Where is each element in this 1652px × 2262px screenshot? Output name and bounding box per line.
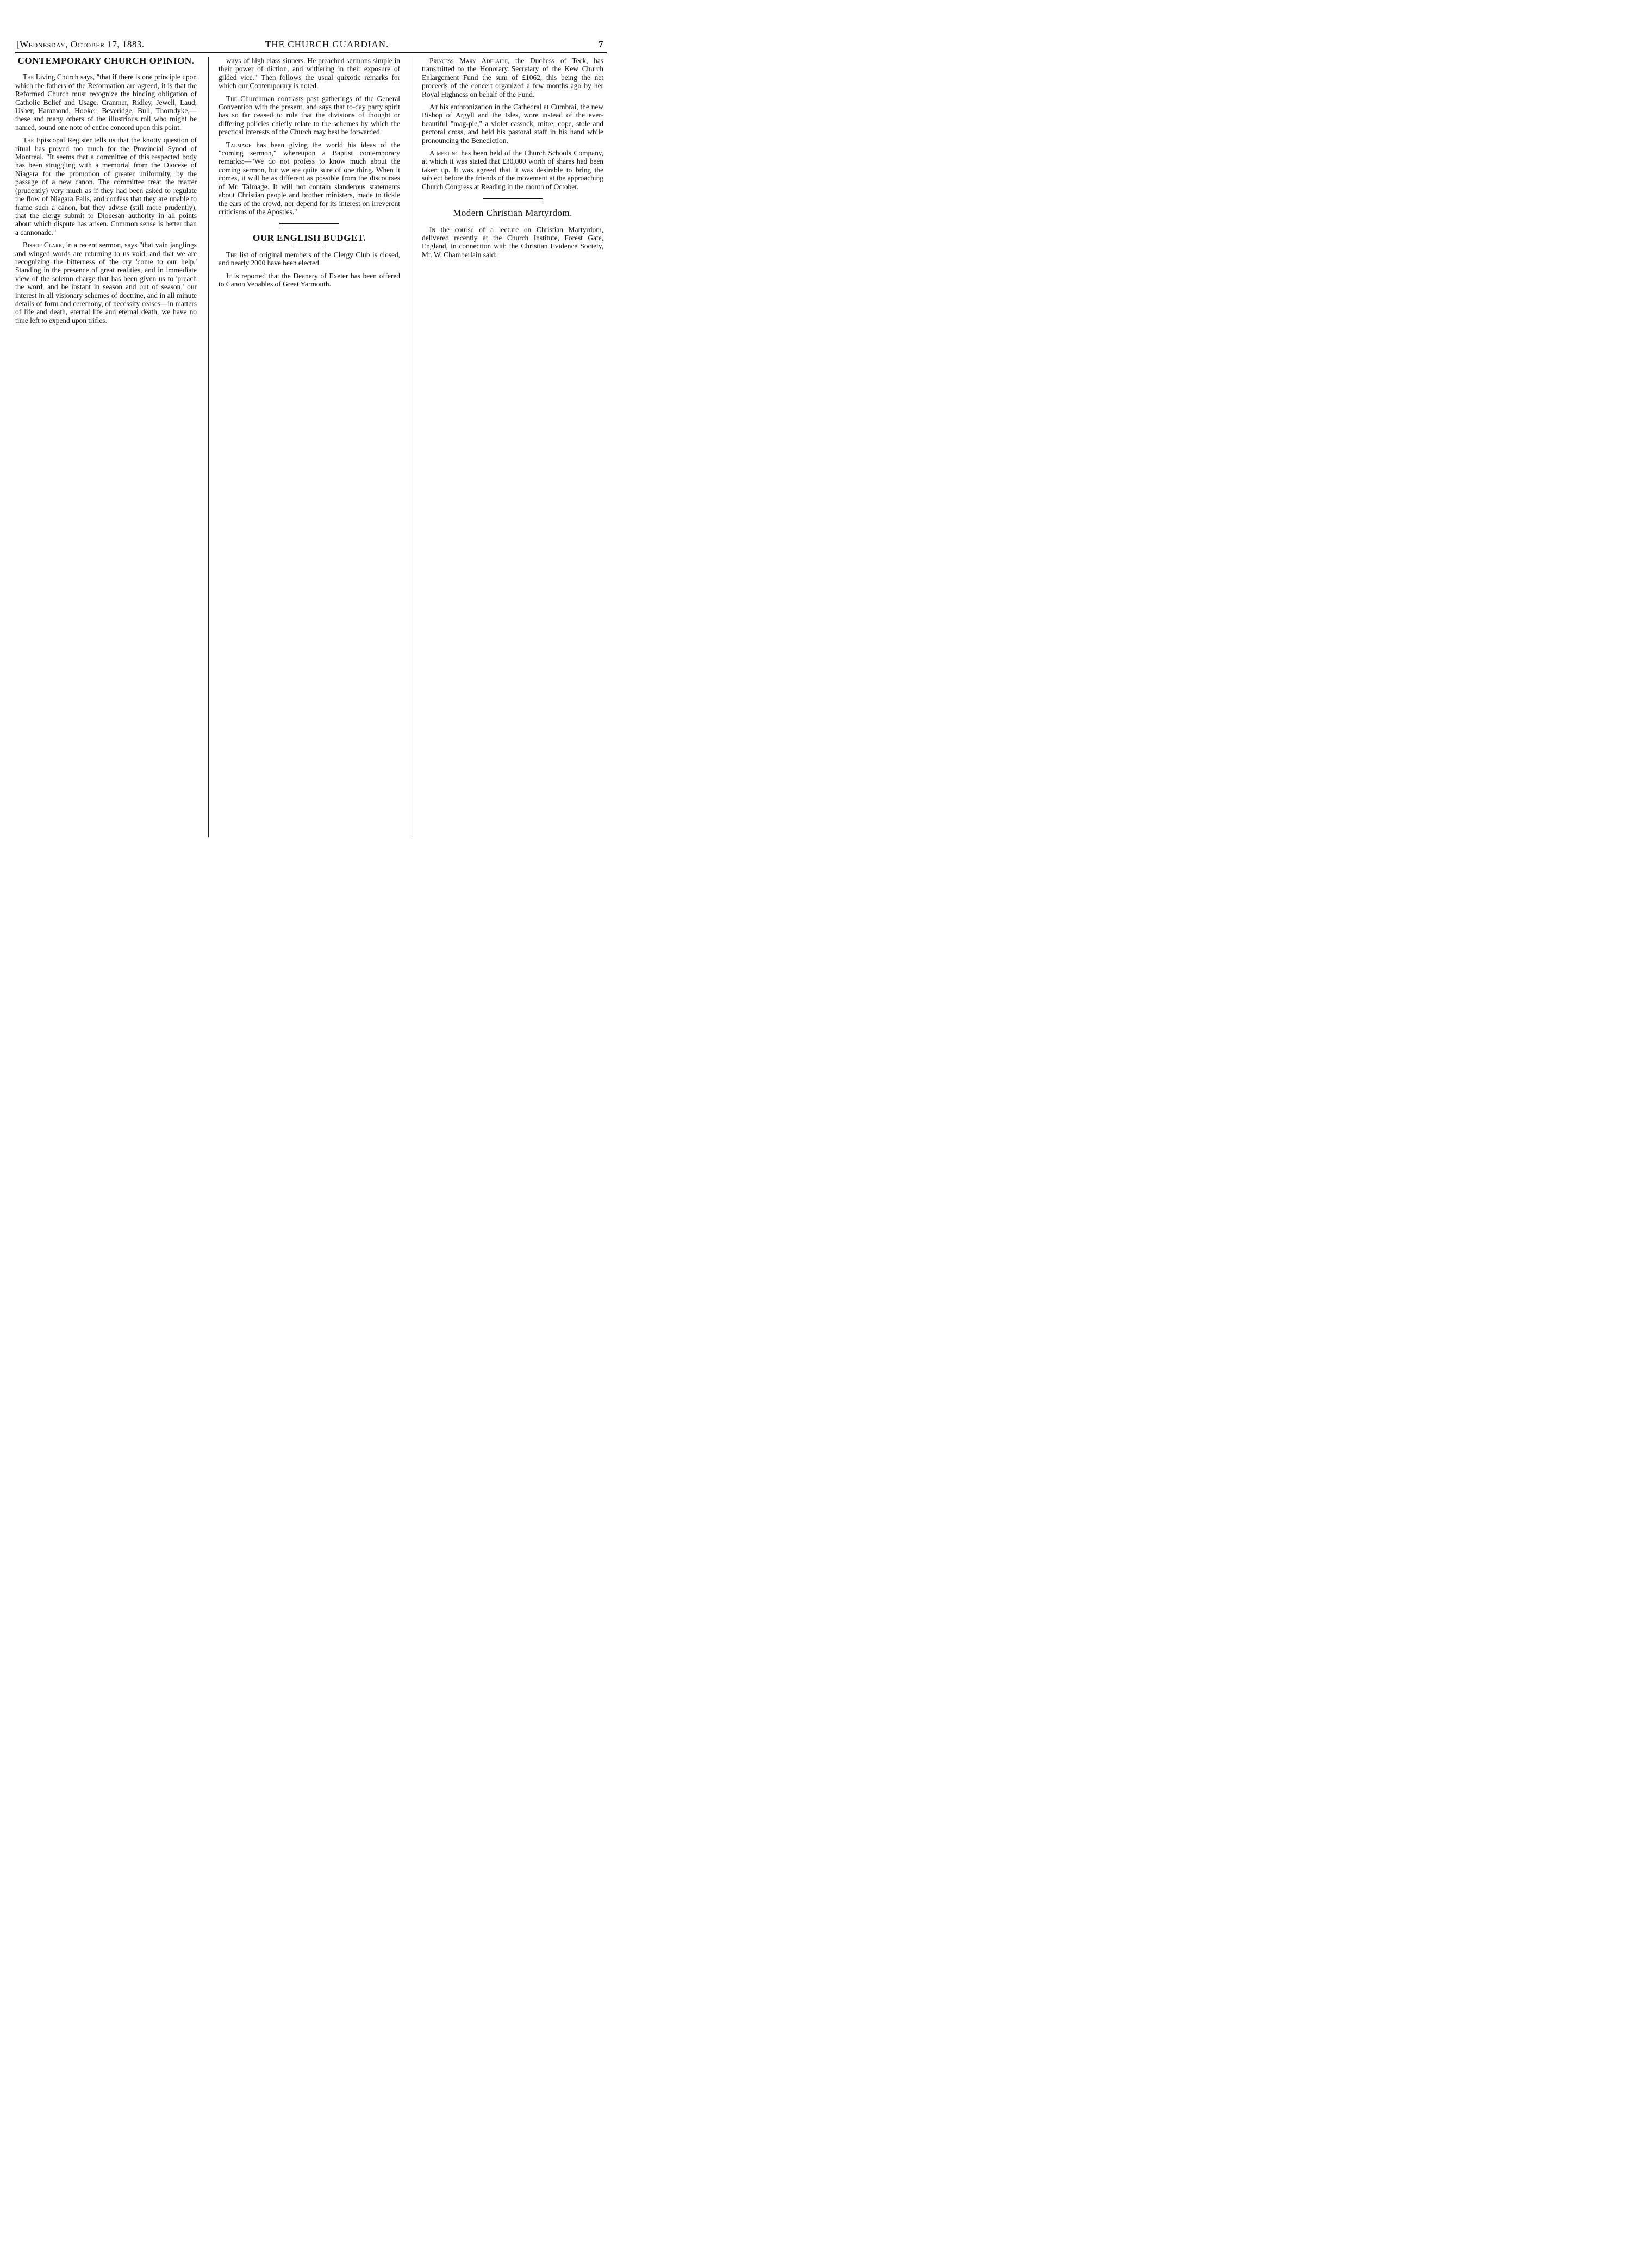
newspaper-title: THE CHURCH GUARDIAN.	[265, 39, 389, 49]
column-3	[422, 57, 603, 840]
column-1	[15, 57, 197, 840]
article-paragraph	[219, 57, 400, 90]
article-paragraph	[422, 149, 603, 191]
article-paragraph	[15, 136, 197, 236]
article-paragraph	[219, 95, 400, 136]
page-number: 7	[599, 39, 603, 49]
paragraph-lead: A meeting	[429, 149, 459, 158]
masthead	[15, 36, 607, 53]
article-paragraph	[15, 241, 197, 325]
paragraph-text: ways of high class sinners. He preached sermons simple in their power of diction, and withering in their exposure of gilded vice." Then follows the usual quixotic remarks for which our Contemporary is noted.	[219, 57, 400, 90]
section-heading: Modern Christian Martyrdom.	[453, 208, 572, 219]
paragraph-lead: Princess Mary Adelaide,	[429, 57, 510, 65]
article-paragraph	[422, 57, 603, 98]
section-heading: CONTEMPORARY CHURCH OPINION.	[17, 57, 195, 66]
newspaper-page	[15, 36, 607, 840]
paragraph-text: Episcopal Register tells us that the knotty question of ritual has proved too much for the Provincial Synod of Montreal. "It seems that a committee of this respected body has been struggling with a memorial from the Diocese of Niagara for the promotion of greater uniformity, by the passage of a new canon. The committee treat the matter (prudently) very much as if they had been asked to regulate the flow of Niagara Falls, and confess that they are unable to frame such a canon, but they advise (still more prudently), that the clergy submit to Diocesan authority in all points about which dispute has arisen. Common sense is better than a cannonade."	[15, 136, 197, 236]
section-heading: OUR ENGLISH BUDGET.	[252, 233, 366, 244]
paragraph-text: the course of a lecture on Christian Martyrdom, delivered recently at the Church Institute, Forest Gate, England, in connection with the Christian Evidence Society, Mr. W. Chamberlain said:	[422, 225, 603, 259]
paragraph-text: Churchman contrasts past gatherings of the General Convention with the present, and says that to-day party spirit has so far ceased to rule that the divisions of thought or differing policies chiefly relate to the schemes by which the practical interests of the Church may best be forwarded.	[219, 94, 400, 136]
column-2	[219, 57, 400, 840]
paragraph-lead: The	[23, 73, 34, 82]
article-paragraph	[15, 73, 197, 132]
paragraph-text: has been held of the Church Schools Company, at which it was stated that £30,000 worth of shares had been taken up. It was agreed that it was desirable to bring the subject before the friends of the movement at the approaching Church Congress at Reading in the month of October.	[422, 149, 603, 191]
paragraph-text: Living Church says, "that if there is one principle upon which the fathers of the Reformation are agreed, it is that the Reformed Church must recognize the binding obligation of Catholic Belief and Usage. Cranmer, Ridley, Jewell, Laud, Usher, Hammond, Hooker, Beveridge, Bull, Thorndyke,—these and many others of the illustrious roll who might be named, sound one note of entire concord upon this point.	[15, 73, 197, 132]
paragraph-lead: Talmage	[226, 140, 252, 149]
paragraph-lead: In	[429, 225, 435, 234]
article-paragraph	[422, 226, 603, 259]
section-ornament	[483, 198, 543, 204]
issue-date: [Wednesday, October 17, 1883.	[16, 39, 145, 49]
paragraph-text: the Duchess of Teck, has transmitted to the Honorary Secretary of the Kew Church Enlargement Fund the sum of £1062, this being the net proceeds of the concert organized a few months ago by her Royal Highness on behalf of the Fund.	[422, 57, 603, 98]
paragraph-lead: The	[226, 94, 238, 103]
paragraph-text: his enthronization in the Cathedral at Cumbrai, the new Bishop of Argyll and the Isles, wore instead of the ever-beautiful "mag-pie," a violet cassock, mitre, cope, stole and pectoral cross, and held his pastoral staff in his hand while pronouncing the Benediction.	[422, 103, 603, 145]
column-rule	[208, 57, 209, 837]
section-ornament	[279, 223, 339, 229]
paragraph-lead: The	[23, 136, 34, 145]
article-paragraph	[219, 251, 400, 267]
paragraph-text: is reported that the Deanery of Exeter has been offered to Canon Venables of Great Yarmouth.	[219, 271, 400, 288]
article-paragraph	[422, 103, 603, 145]
paragraph-text: in a recent sermon, says "that vain janglings and winged words are returning to us void, and that we are recognizing the bitterness of the cry 'come to our help.' Standing in the presence of great realities, and in immediate view of the solemn charge that has been given us to 'preach the word, and be instant in season and out of season,' our interest in all visionary schemes of doctrine, and in all minute details of form and ceremony, of necessity ceases—in matters of life and death, eternal life and eternal death, we have no time left to expend upon trifles.	[15, 241, 197, 325]
paragraph-text: list of original members of the Clergy Club is closed, and nearly 2000 have been elected.	[219, 250, 400, 267]
paragraph-lead: At	[429, 103, 438, 111]
article-paragraph	[219, 272, 400, 289]
paragraph-lead: It	[226, 271, 232, 280]
paragraph-text: has been giving the world his ideas of the "coming sermon," whereupon a Baptist contemporary remarks:—"We do not profess to know much about the coming sermon, but we are quite sure of one thing. When it comes, it will be as different as possible from the discourses of Mr. Talmage. It will not contain slanderous statements about Christian people and brother ministers, made to tickle the ears of the crowd, nor depend for its interest on irreverent criticisms of the Apostles."	[219, 140, 400, 216]
article-paragraph	[219, 141, 400, 216]
paragraph-lead: Bishop Clark,	[23, 241, 64, 250]
paragraph-lead: The	[226, 250, 238, 259]
